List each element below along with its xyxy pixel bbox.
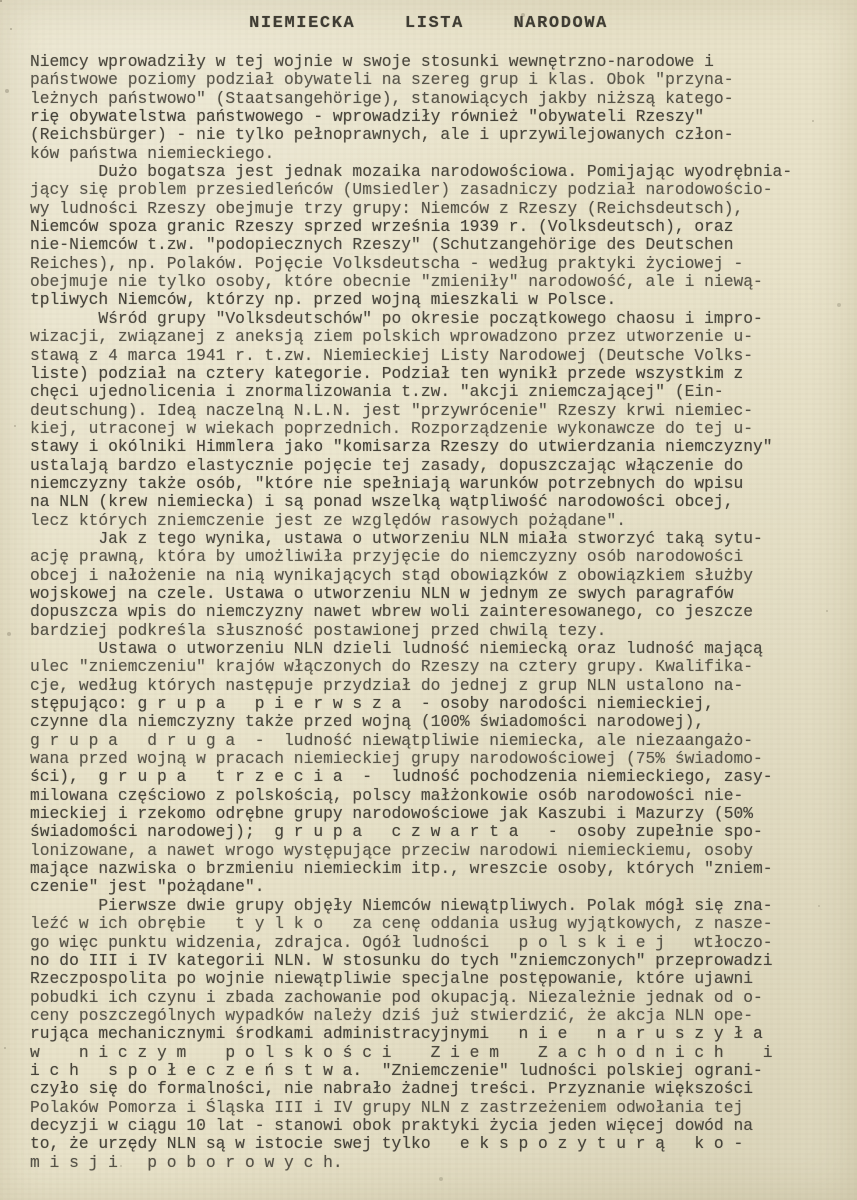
text-line: Jak z tego wynika, ustawa o utworzeniu NLN miała stworzyć taką sytu- [30, 528, 763, 548]
text-line: ację prawną, która by umożliwiła przyjęcie do niemczyzny osób narodowości [30, 547, 744, 567]
text-line: Ustawa o utworzeniu NLN dzieli ludność niemiecką oraz ludność mającą [30, 639, 763, 658]
text-line: ków państwa niemieckiego. [30, 143, 275, 163]
text-line: leźć w ich obrębie t y l k o za cenę oddania usług wyjątkowych, z nasze- [30, 914, 773, 934]
text-line: czynne dla niemczyzny także przed wojną (100% świadomości narodowej), [30, 712, 705, 732]
text-line: obejmuje nie tylko osoby, które obecnie "zmieniły" narodowość, ale i niewą- [30, 272, 763, 292]
paragraph [30, 530, 827, 640]
text-line: decyzji w ciągu 10 lat - stanowi obok praktyki życia jeden więcej dowód na [30, 1115, 754, 1135]
text-line: to, że urzędy NLN są w istocie swej tylko e k s p o z y t u r ą k o - [30, 1134, 744, 1154]
text-line: deutschung). Ideą naczelną N.L.N. jest "przywrócenie" Rzeszy krwi niemiec- [30, 400, 754, 420]
document-title: NIEMIECKA LISTA NARODOWA [249, 14, 608, 33]
paragraph [30, 897, 827, 1172]
text-line: bardziej podkreśla słuszność postawionej przed chwilą tezy. [30, 620, 607, 640]
text-line: świadomości narodowej); g r u p a c z w a r t a - osoby zupełnie spo- [30, 822, 763, 842]
text-line: Polaków Pomorza i Śląska III i IV grupy NLN z zastrzeżeniem odwołania tej [30, 1097, 744, 1117]
text-line: w n i c z y m p o l s k o ś c i Z i e m Z a c h o d n i c h i [30, 1042, 773, 1062]
paragraph [30, 163, 827, 310]
text-line: stawą z 4 marca 1941 r. t.zw. Niemieckiej Listy Narodowej (Deutsche Volks- [30, 345, 754, 365]
text-line: wana przed wojną w pracach niemieckiej grupy narodowościowej (75% świadomo- [30, 749, 763, 769]
text-line: ści), g r u p a t r z e c i a - ludność pochodzenia niemieckiego, zasy- [30, 767, 773, 787]
text-line: tpliwych Niemców, którzy np. przed wojną mieszkali w Polsce. [30, 290, 617, 310]
text-line: rię obywatelstwa państwowego - wprowadziły również "obywateli Rzeszy" [30, 107, 705, 127]
text-line: Niemcy wprowadziły w tej wojnie w swoje stosunki wewnętrzno-narodowe i [30, 52, 714, 71]
text-line: chęci ujednolicenia i znormalizowania t.zw. "akcji zniemczającej" (Ein- [30, 382, 724, 402]
text-line: dopuszcza wpis do niemczyzny nawet wbrew woli zainteresowanego, co jeszcze [30, 602, 754, 622]
text-line: ustalają bardzo elastycznie pojęcie tej zasady, dopuszczając włączenie do [30, 455, 744, 475]
text-line: kiej, utraconej w wiekach poprzednich. Rozporządzenie wykonawcze do tej u- [30, 418, 754, 438]
text-line: Niemców spoza granic Rzeszy sprzed września 1939 r. (Volksdeutsch), oraz [30, 217, 734, 237]
text-line: Dużo bogatsza jest jednak mozaika narodowościowa. Pomijając wyodrębnia- [30, 162, 793, 182]
text-line: stawy i okólniki Himmlera jako "komisarza Rzeszy do utwierdzania niemczyzny" [30, 437, 773, 457]
paragraph [30, 53, 827, 163]
text-line: niemczyzny także osób, "które nie spełniają warunków potrzebnych do wpisu [30, 473, 744, 493]
text-line: pobudki ich czynu i zbada zachowanie pod okupacją. Niezależnie jednak od o- [30, 987, 763, 1007]
text-line: g r u p a d r u g a - ludność niewątpliwie niemiecka, ale niezaangażo- [30, 730, 754, 750]
text-line: leżnych państwowo" (Staatsangehörige), stanowiących jakby niższą katego- [30, 88, 734, 108]
text-line: rująca mechanicznymi środkami administracyjnymi n i e n a r u s z y ł a [30, 1024, 763, 1044]
text-line: Reiches), np. Polaków. Pojęcie Volksdeutscha - według praktyki życiowej - [30, 253, 744, 273]
text-line: mieckiej i rzekomo odrębne grupy narodowościowe jak Kaszubi i Mazurzy (50% [30, 804, 754, 824]
paragraph [30, 640, 827, 897]
text-line: milowana częściowo z polskością, polscy małżonkowie osób narodowości nie- [30, 785, 744, 805]
text-line: no do III i IV kategorii NLN. W stosunku do tych "zniemczonych" przeprowadzi [30, 950, 773, 970]
text-line: go więc punktu widzenia, zdrajca. Ogół ludności p o l s k i e j wtłoczo- [30, 932, 773, 952]
text-line: stępująco: g r u p a p i e r w s z a - osoby narodości niemieckiej, [30, 694, 714, 714]
text-line: Pierwsze dwie grupy objęły Niemców niewątpliwych. Polak mógł się zna- [30, 895, 773, 915]
text-line: czenie" jest "pożądane". [30, 877, 265, 897]
paper-specks-decoration [0, 0, 2, 2]
text-line: liste) podział na cztery kategorie. Podział ten wynikł przede wszystkim z [30, 363, 744, 383]
text-line: czyło się do formalności, nie nabrało żadnej treści. Przyznanie większości [30, 1079, 754, 1099]
text-line: mające nazwiska o brzmieniu niemieckim itp., wreszcie osoby, których "zniem- [30, 859, 773, 879]
text-line: jący się problem przesiedleńców (Umsiedler) zasadniczy podział narodowościo- [30, 180, 773, 200]
text-line: ceny poszczególnych wypadków należy dziś już stwierdzić, że akcja NLN ope- [30, 1005, 754, 1025]
text-line: wojskowej na czele. Ustawa o utworzeniu NLN w jednym ze swych paragrafów [30, 583, 734, 603]
text-line: lecz których zniemczenie jest ze względów rasowych pożądane". [30, 510, 626, 530]
text-line: wizacji, związanej z aneksją ziem polskich wprowadzono przez utworzenie u- [30, 327, 754, 347]
text-line: lonizowane, a nawet wrogo występujące przeciw narodowi niemieckiemu, osoby [30, 840, 754, 860]
text-line: m i s j i p o b o r o w y c h. [30, 1152, 343, 1172]
text-line: obcej i nałożenie na nią wynikających stąd obowiązków z obowiązkiem służby [30, 565, 754, 585]
document-body [30, 53, 827, 1172]
text-line: nie-Niemców t.zw. "podopiecznych Rzeszy" (Schutzangehörige des Deutschen [30, 235, 734, 255]
text-line: cje, według których następuje przydział do jednej z grup NLN ustalono na- [30, 675, 744, 695]
text-line: wy ludności Rzeszy obejmuje trzy grupy: Niemców z Rzeszy (Reichsdeutsch), [30, 198, 744, 218]
paragraph [30, 310, 827, 530]
text-line: (Reichsbürger) - nie tylko pełnoprawnych, ale i uprzywilejowanych człon- [30, 125, 734, 145]
text-line: na NLN (krew niemiecka) i są ponad wszelką wątpliwość narodowości obcej, [30, 492, 734, 512]
text-line: Rzeczpospolita po wojnie niewątpliwie specjalne postępowanie, które ujawni [30, 969, 754, 989]
text-line: państwowe poziomy podział obywateli na szereg grup i klas. Obok "przyna- [30, 70, 734, 90]
text-line: ulec "zniemczeniu" krajów włączonych do Rzeszy na cztery grupy. Kwalifika- [30, 657, 754, 677]
text-line: Wśród grupy "Volksdeutschów" po okresie początkowego chaosu i impro- [30, 308, 763, 328]
text-line: i c h s p o ł e c z e ń s t w a. "Zniemczenie" ludności polskiej ograni- [30, 1060, 763, 1080]
